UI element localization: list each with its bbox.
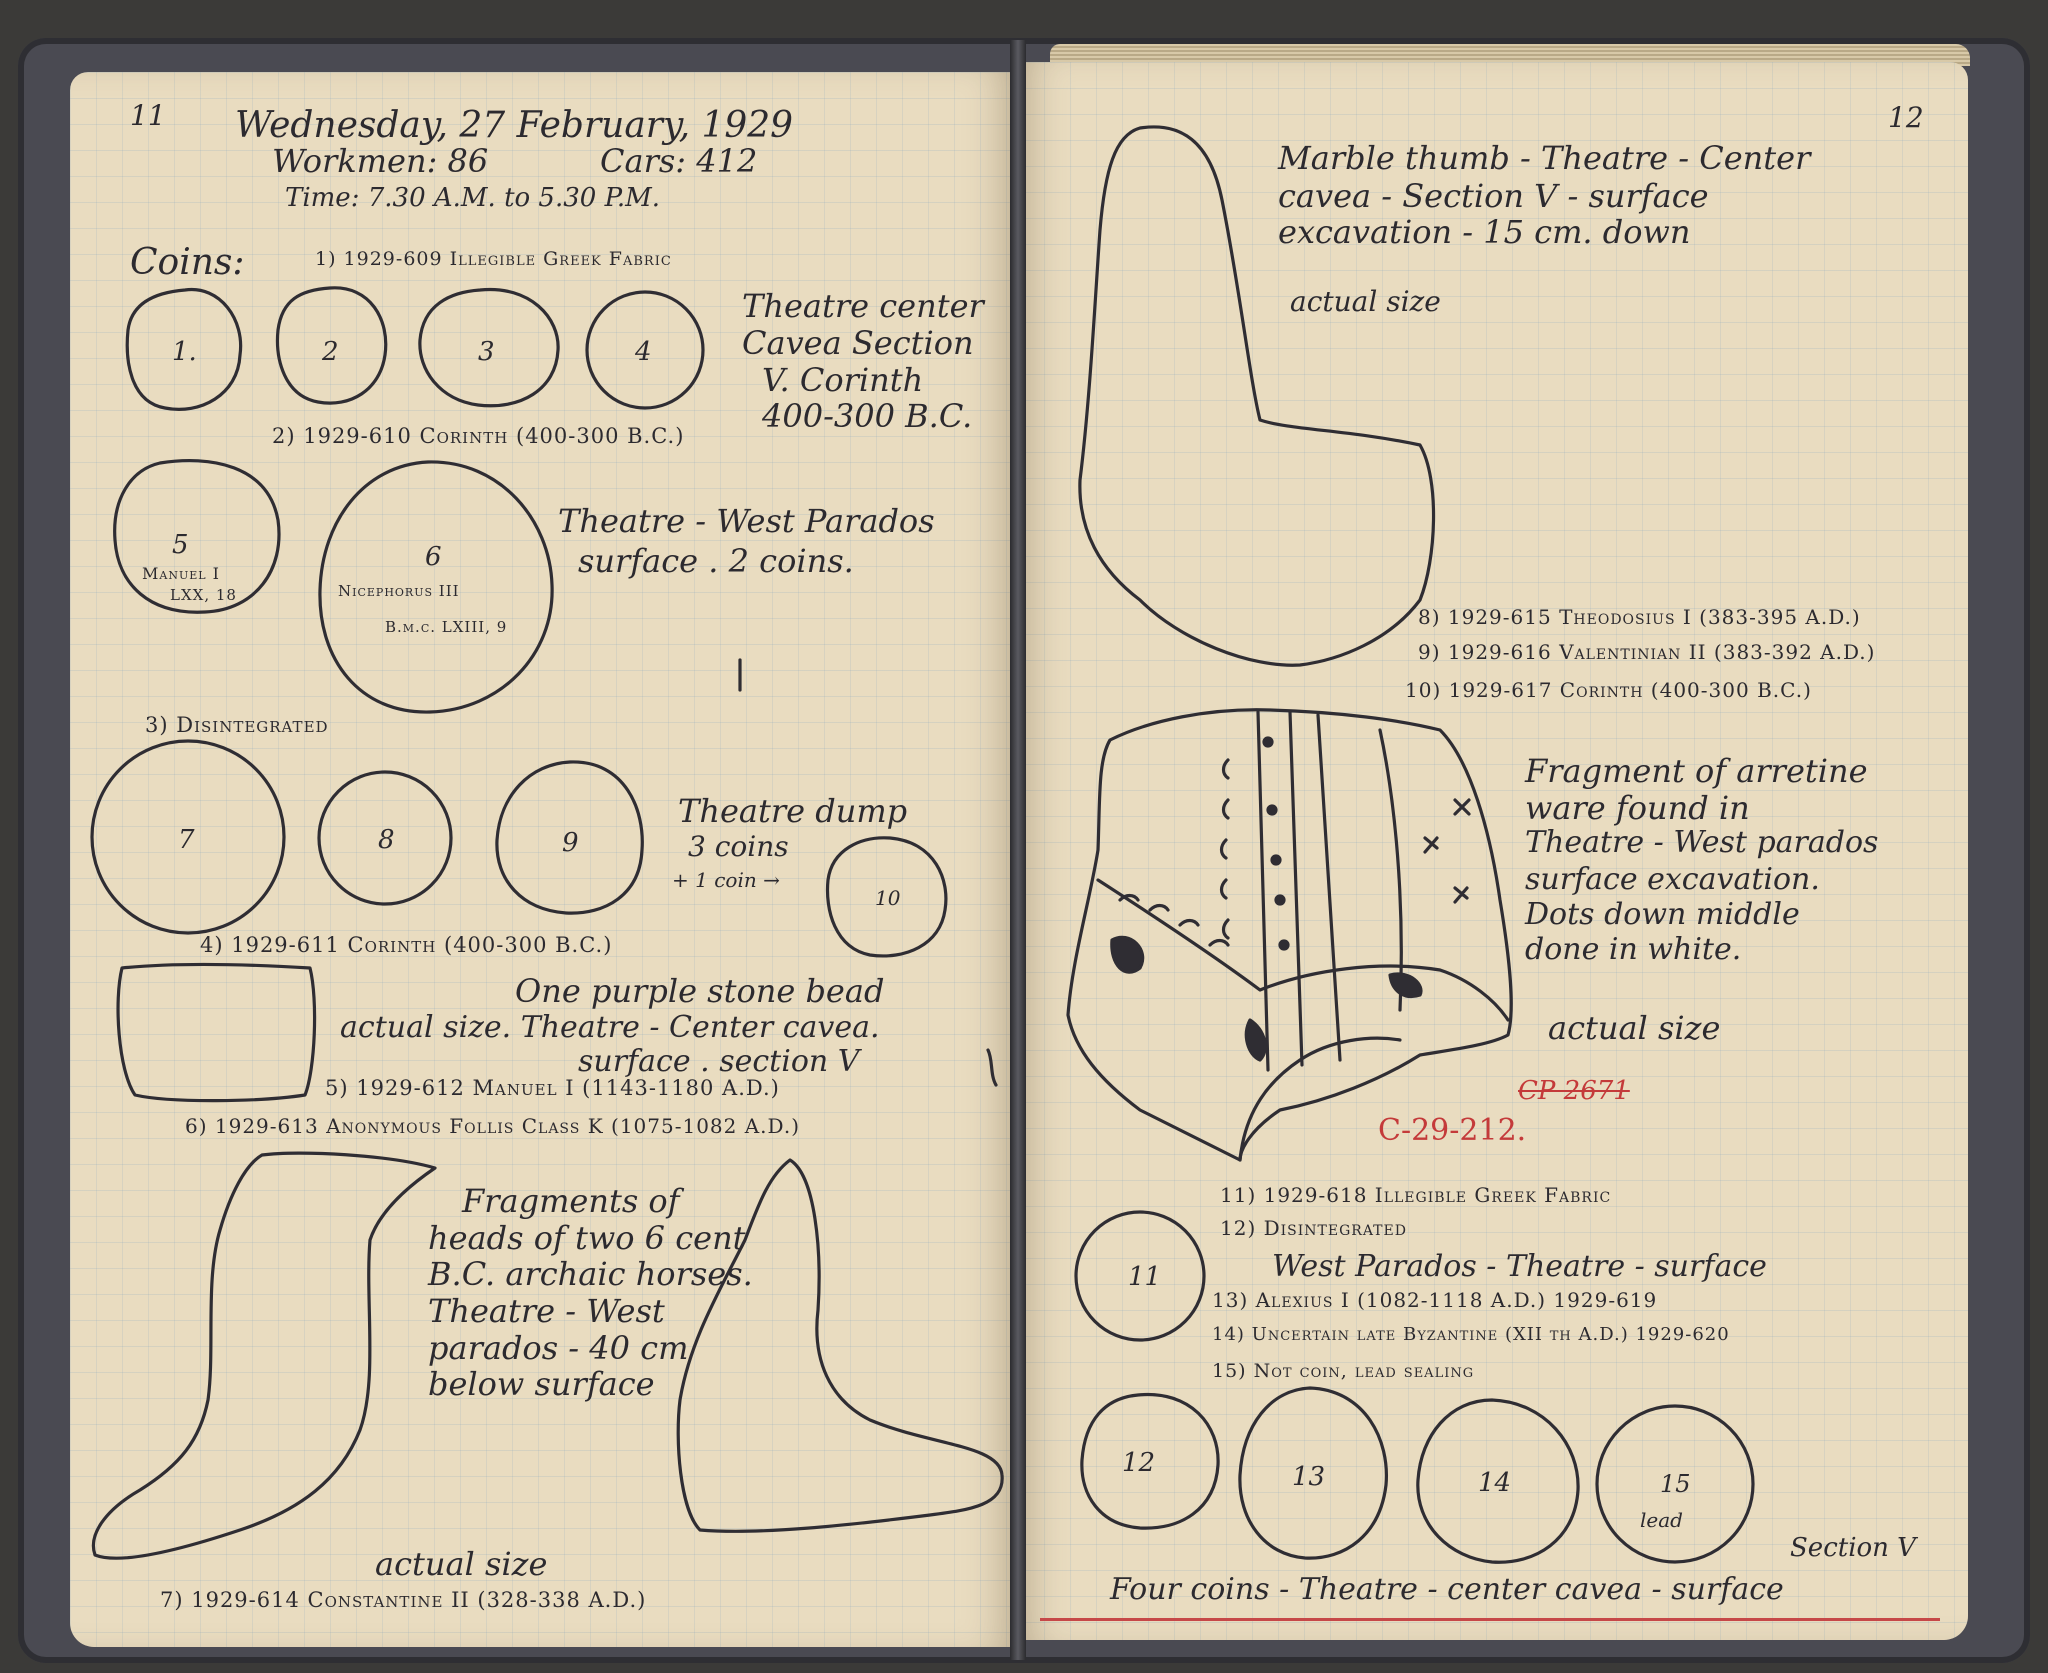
coins-heading: Coins: — [130, 242, 245, 283]
coin-1-number: 1. — [172, 337, 197, 367]
coin-entry-7: 7) 1929-614 Constantine II (328-338 A.D.) — [160, 1588, 647, 1612]
fragments-line5: parados - 40 cm — [428, 1329, 689, 1367]
coin-5-number: 5 — [172, 530, 189, 560]
entry-date: Wednesday, 27 February, 1929 — [235, 105, 794, 146]
loc3-line1: Theatre dump — [678, 792, 908, 830]
fragments-line3: B.C. archaic horses. — [428, 1255, 753, 1293]
arretine-line3: Theatre - West parados — [1525, 825, 1879, 860]
coin-7-number: 7 — [178, 825, 195, 855]
loc1-line1: Theatre center — [742, 287, 984, 325]
coin-3-number: 3 — [478, 337, 495, 367]
loc1-line2: Cavea Section — [742, 324, 974, 362]
coin-6-label: Nicephorus III — [338, 582, 460, 600]
arretine-line2: ware found in — [1525, 789, 1750, 827]
fragments-line2: heads of two 6 cent — [428, 1219, 746, 1257]
red-underline — [1040, 1618, 1940, 1621]
notebook-spine — [1010, 40, 1026, 1660]
coin-entry-5: 5) 1929-612 Manuel I (1143-1180 A.D.) — [325, 1076, 780, 1100]
actual-size-arretine: actual size — [1548, 1009, 1721, 1047]
bead-line2: actual size. Theatre - Center cavea. — [340, 1010, 880, 1045]
coin-2-number: 2 — [322, 337, 339, 367]
page-number-left: 11 — [130, 99, 166, 132]
page-number-right: 12 — [1888, 101, 1924, 134]
coin-9-number: 9 — [562, 828, 579, 858]
arretine-line6: done in white. — [1525, 932, 1742, 967]
actual-size-left: actual size — [375, 1545, 548, 1583]
loc1-line4: 400-300 B.C. — [762, 397, 973, 435]
coin-6-number: 6 — [425, 542, 442, 572]
arretine-line5: Dots down middle — [1525, 897, 1800, 932]
bead-line1: One purple stone bead — [515, 972, 885, 1010]
inventory-number: C-29-212. — [1378, 1113, 1527, 1148]
old-inventory-number: CP 2671 — [1518, 1076, 1630, 1106]
coin-12-number: 12 — [1122, 1448, 1156, 1478]
work-hours: Time: 7.30 A.M. to 5.30 P.M. — [285, 183, 660, 213]
coin-entry-2: 2) 1929-610 Corinth (400-300 B.C.) — [272, 424, 685, 448]
coin-5-ref: LXX, 18 — [170, 586, 237, 604]
coin-6-ref: B.m.c. LXIII, 9 — [385, 618, 508, 636]
coin-entry-1: 1) 1929-609 Illegible Greek Fabric — [315, 248, 672, 270]
coin-15-note: lead — [1640, 1508, 1683, 1532]
workmen-count: Workmen: 86 — [272, 142, 489, 180]
bead-line3: surface . section V — [578, 1044, 860, 1079]
coin-11-number: 11 — [1128, 1262, 1162, 1292]
coin-entry-15: 15) Not coin, lead sealing — [1212, 1360, 1475, 1382]
coin-8-number: 8 — [378, 825, 395, 855]
cars-count: Cars: 412 — [600, 142, 758, 180]
coin-entry-11: 11) 1929-618 Illegible Greek Fabric — [1220, 1183, 1612, 1207]
loc1-line3: V. Corinth — [762, 361, 924, 399]
arretine-line1: Fragment of arretine — [1525, 752, 1868, 790]
coin-5-label: Manuel I — [142, 564, 220, 583]
coin-14-number: 14 — [1478, 1468, 1512, 1498]
coin-entry-4: 4) 1929-611 Corinth (400-300 B.C.) — [200, 933, 613, 957]
marble-line3: excavation - 15 cm. down — [1278, 213, 1691, 251]
loc2-line2: surface . 2 coins. — [578, 542, 854, 580]
fragments-line4: Theatre - West — [428, 1292, 665, 1330]
coin-entry-8: 8) 1929-615 Theodosius I (383-395 A.D.) — [1418, 605, 1861, 629]
coin-entry-12: 12) Disintegrated — [1220, 1216, 1407, 1240]
fragments-line1: Fragments of — [462, 1182, 680, 1220]
footer-note: Four coins - Theatre - center cavea - surface — [1110, 1572, 1784, 1607]
coin-entry-14: 14) Uncertain late Byzantine (XII th A.D.) 1929-620 — [1212, 1324, 1730, 1345]
coin-13-number: 13 — [1292, 1462, 1326, 1492]
loc3-line2: 3 coins — [688, 830, 789, 863]
marble-line1: Marble thumb - Theatre - Center — [1278, 139, 1811, 177]
coin-10-number: 10 — [875, 886, 901, 910]
coin-entry-9: 9) 1929-616 Valentinian II (383-392 A.D.) — [1418, 640, 1876, 664]
marble-line2: cavea - Section V - surface — [1278, 177, 1709, 215]
fragments-line6: below surface — [428, 1365, 655, 1403]
loc3-line3: + 1 coin → — [672, 868, 780, 892]
actual-size-marble: actual size — [1290, 285, 1441, 318]
coin-entry-6: 6) 1929-613 Anonymous Follis Class K (1075-1082 A.D.) — [185, 1114, 801, 1138]
coin-4-number: 4 — [635, 337, 652, 367]
section-label: Section V — [1790, 1533, 1916, 1563]
coin-entry-3: 3) Disintegrated — [145, 713, 329, 737]
coin-15-number: 15 — [1660, 1470, 1691, 1498]
coin-entry-10: 10) 1929-617 Corinth (400-300 B.C.) — [1405, 678, 1812, 702]
arretine-line4: surface excavation. — [1525, 862, 1820, 897]
loc2-line1: Theatre - West Parados — [558, 502, 935, 540]
coin-entry-13: 13) Alexius I (1082-1118 A.D.) 1929-619 — [1212, 1288, 1658, 1312]
loc11: West Parados - Theatre - surface — [1272, 1249, 1767, 1284]
